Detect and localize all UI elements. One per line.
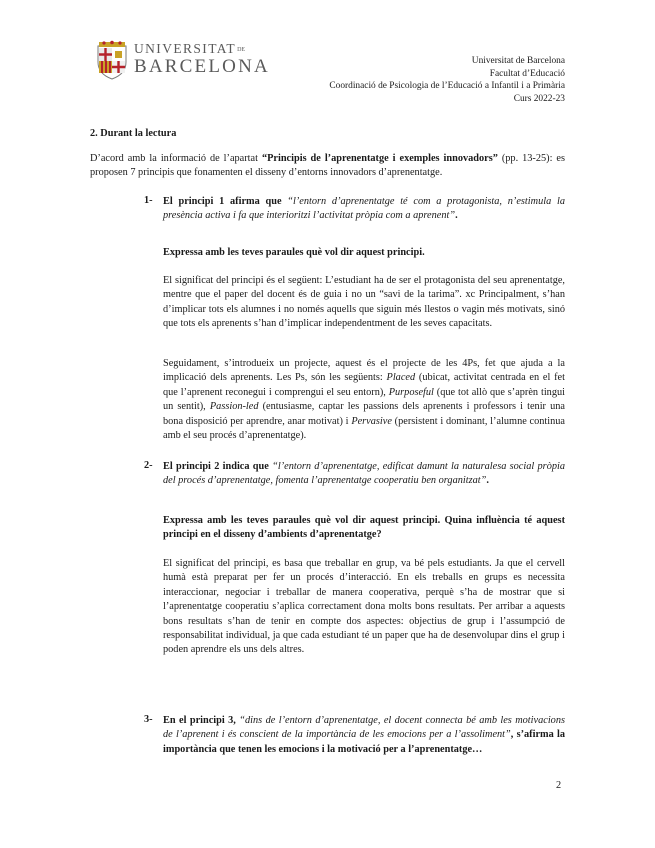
item-question: Expressa amb les teves paraules què vol dir aquest principi. <box>163 247 425 258</box>
logo-bottom-line: BARCELONA <box>134 56 270 77</box>
header-line: Curs 2022-23 <box>513 93 565 104</box>
item-heading: El principi 1 afirma que “l’entorn d’aprenentatge té com a protagonista, n’estimula la presència activa i fa que interioritzi l’activitat pròpia com a aprenent”. <box>163 196 565 222</box>
item-number: 3- <box>144 714 153 725</box>
item-answer-paragraph: Seguidament, s’introdueix un projecte, aquest és el projecte de les 4Ps, fet que ajuda a la implicació dels aprenents. Les Ps, són les següents: Placed (ubicat, activitat centrada en el fet que l’aprenent reconegui i comprengui el seu entorn), Purposeful (que tot allò que s’aprèn tingui un sentit), Passion-led (entusiasme, captar les passions dels aprenents i professors i tenir una bona disposició per aprendre, anar motivat) i Pervasive (persistent i dominant, l’alumne continua amb el seu procés d’aprenentatge). <box>163 358 565 442</box>
page-number: 2 <box>556 780 562 791</box>
logo-top-line: UNIVERSITATDE <box>134 41 246 56</box>
item-answer-paragraph: El significat del principi, es basa que treballar en grup, va bé pels estudiants. Ja que el cervell humà està preparat per fer un procés d’interacció. En els treballs en grups es necessita interaccionar, negociar i treballar de manera cooperativa, perquè s’ha de mostrar que si l’aprenentatge cooperatiu s’aplica correctament dona molts bons resultats. Per arribar a aquests bons resultats s’han de tenir en compte dos aspectes: objectius de grup i l’assumpció de responsabilitat individual, ja que cada estudiant té un paper que ha de desenvolupar dins el grup i poden aprendre els uns dels altres. <box>163 558 565 656</box>
header-line: Universitat de Barcelona <box>471 56 565 66</box>
item-number: 2- <box>144 460 153 471</box>
item-heading: En el principi 3, “dins de l’entorn d’aprenentatge, el docent connecta bé amb les motivacions de l’aprenent i és conscient de la importància de les emocions per a l’assoliment”, s’afirma la importància que tenen les emocions i la motivació per a l’aprenentatge… <box>163 715 565 755</box>
intro-paragraph: D’acord amb la informació de l’apartat “Principis de l’aprenentatge i exemples innovadors” (pp. 13-25): es proposen 7 principis que fonamenten el disseny d’entorns innovadors d’aprenentatge. <box>90 153 565 179</box>
header-institution-block <box>329 55 565 105</box>
section-title: 2. Durant la lectura <box>90 128 177 139</box>
header-line: Facultat d’Educació <box>489 68 565 79</box>
item-answer-paragraph: El significat del principi és el següent: L’estudiant ha de ser el protagonista del seu aprenentatge, mentre que el paper del docent és de guia i no un “savi de la tarima”. xc Principalment, s’han d’implicar tots els alumnes i no només aquells que siguin més llestos o vagin més motivats, sinó que tots els aprenents s’han d’implicar independentment de les seves capacitats. <box>163 275 565 330</box>
coat-of-arms-icon <box>96 40 128 80</box>
header-line: Coordinació de Psicologia de l’Educació a Infantil i a Primària <box>329 81 565 92</box>
item-question: Expressa amb les teves paraules què vol dir aquest principi. Quina influència té aquest principi en el disseny d’ambients d’aprenentatge? <box>163 515 565 541</box>
item-number: 1- <box>144 195 153 206</box>
item-heading: El principi 2 indica que “l’entorn d’aprenentatge, edificat damunt la naturalesa social pròpia del procés d’aprenentatge, fomenta l’aprenentatge cooperatiu ben organitzat”. <box>163 461 565 487</box>
